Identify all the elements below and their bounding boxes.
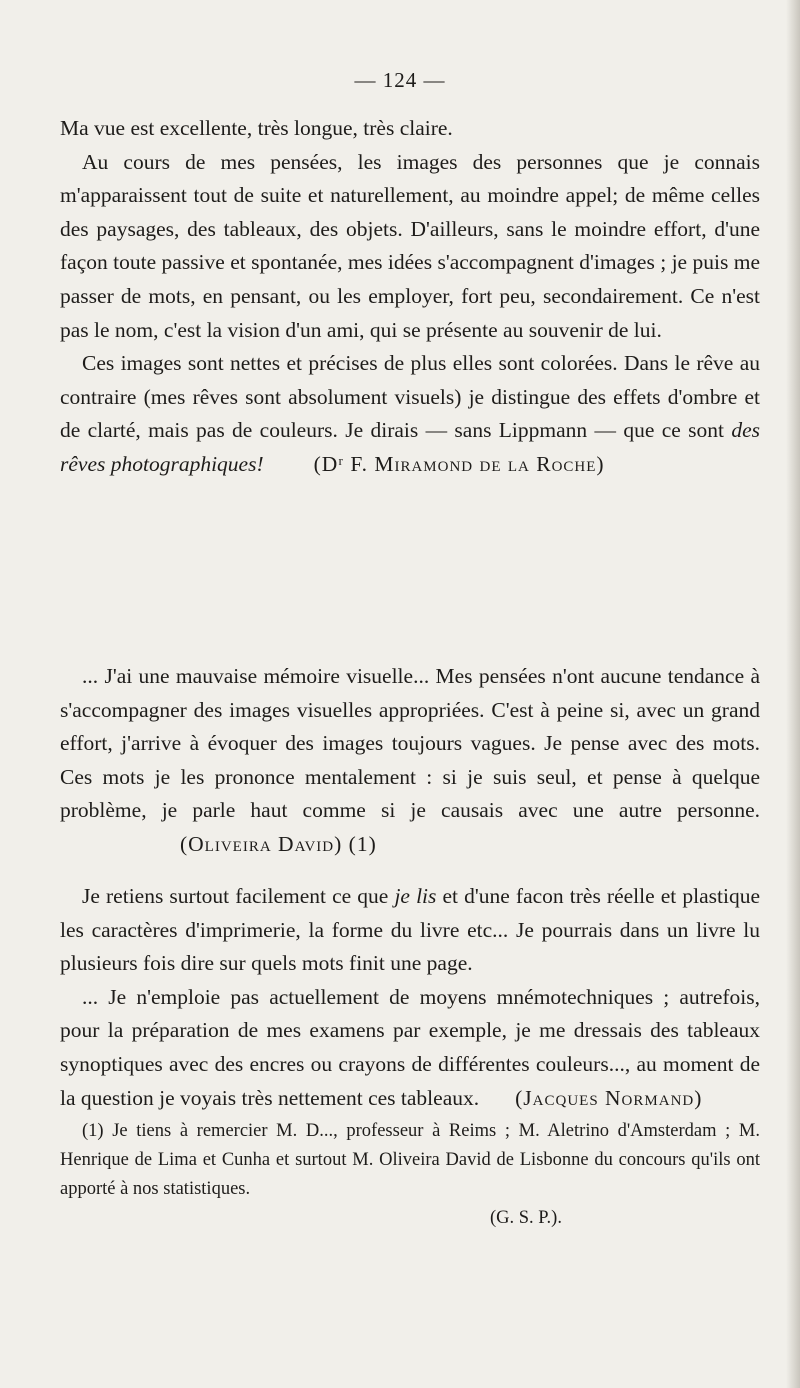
footnote xyxy=(60,1117,760,1233)
paragraph-bad-memory xyxy=(60,660,760,862)
paragraph-mnemonic xyxy=(60,981,760,1115)
footnote-text: (1) Je tiens à remercier M. D..., professeur à Reims ; M. Aletrino d'Amsterdam ; M. Henrique de Lima et Cunha et surtout M. Oliveira David de Lisbonne du concours qu'ils ont apporté à nos statistiques. xyxy=(60,1121,760,1199)
reading-text-after: et d'une facon très réelle et plastique les caractères d'imprimerie, la forme du livre etc... Je pourrais dans un livre lu plusieurs fois dire sur quels mots finit une page. xyxy=(60,884,761,976)
page-edge-shadow xyxy=(786,0,800,1388)
bad-memory-text: ... J'ai une mauvaise mémoire visuelle... Mes pensées n'ont aucune tendance à s'accompagner des images visuelles appropriées. C'est à peine si, avec un grand effort, j'arrive à évoquer des images toujours vagues. Je pense avec des mots. Ces mots je les prononce mentalement : si je suis seul, et pense à quelque problème, je parle haut comme si je causais avec une autre personne. xyxy=(60,664,760,823)
paragraph-colors xyxy=(60,347,760,481)
mnemonic-text: ... Je n'emploie pas actuellement de moyens mnémotechniques ; autrefois, pour la préparation de mes examens par exemple, je me dressais des tableaux synoptiques avec des encres ou crayons de différentes couleurs..., au moment de la question je voyais très nettement ces tableaux. xyxy=(60,984,760,1110)
signature-miramond: (Dʳ F. Miramond de la Roche) xyxy=(313,451,605,476)
testimony-oliveira xyxy=(60,660,760,862)
footnote-initials: (G. S. P.). xyxy=(490,1208,562,1228)
italic-je-lis: je lis xyxy=(394,884,437,908)
paragraph-reading xyxy=(60,880,760,981)
signature-normand: (Jacques Normand) xyxy=(515,1085,703,1110)
paragraph-images: Au cours de mes pensées, les images des personnes que je connais m'apparaissent tout de suite et naturellement, au moindre appel; de même celles des paysages, des tableaux, des objets. D'ailleurs, sans le moindre effort, d'une façon toute passive et spontanée, mes idées s'accompagnent d'images ; je puis me passer de mots, en pensant, ou les employer, fort peu, secondairement. Ce n'est pas le nom, c'est la vision d'un ami, qui se présente au souvenir de lui. xyxy=(60,149,760,342)
page-number: — 124 — xyxy=(354,68,446,92)
colors-text: Ces images sont nettes et précises de plus elles sont colorées. Dans le rêve au contraire (mes rêves sont absolument visuels) je distingue des effets d'ombre et de clarté, mais pas de couleurs. Je dirais — sans Lippmann — que ce sont xyxy=(60,351,760,443)
testimony-miramond xyxy=(60,112,760,482)
paragraph-vision: Ma vue est excellente, très longue, très claire. xyxy=(60,116,453,140)
signature-oliveira: (Oliveira David) (1) xyxy=(180,831,377,856)
testimony-normand xyxy=(60,880,760,1115)
reading-text-before: Je retiens surtout facilement ce que xyxy=(82,884,389,908)
italic-dreams: des rêves photographiques! xyxy=(60,418,760,476)
